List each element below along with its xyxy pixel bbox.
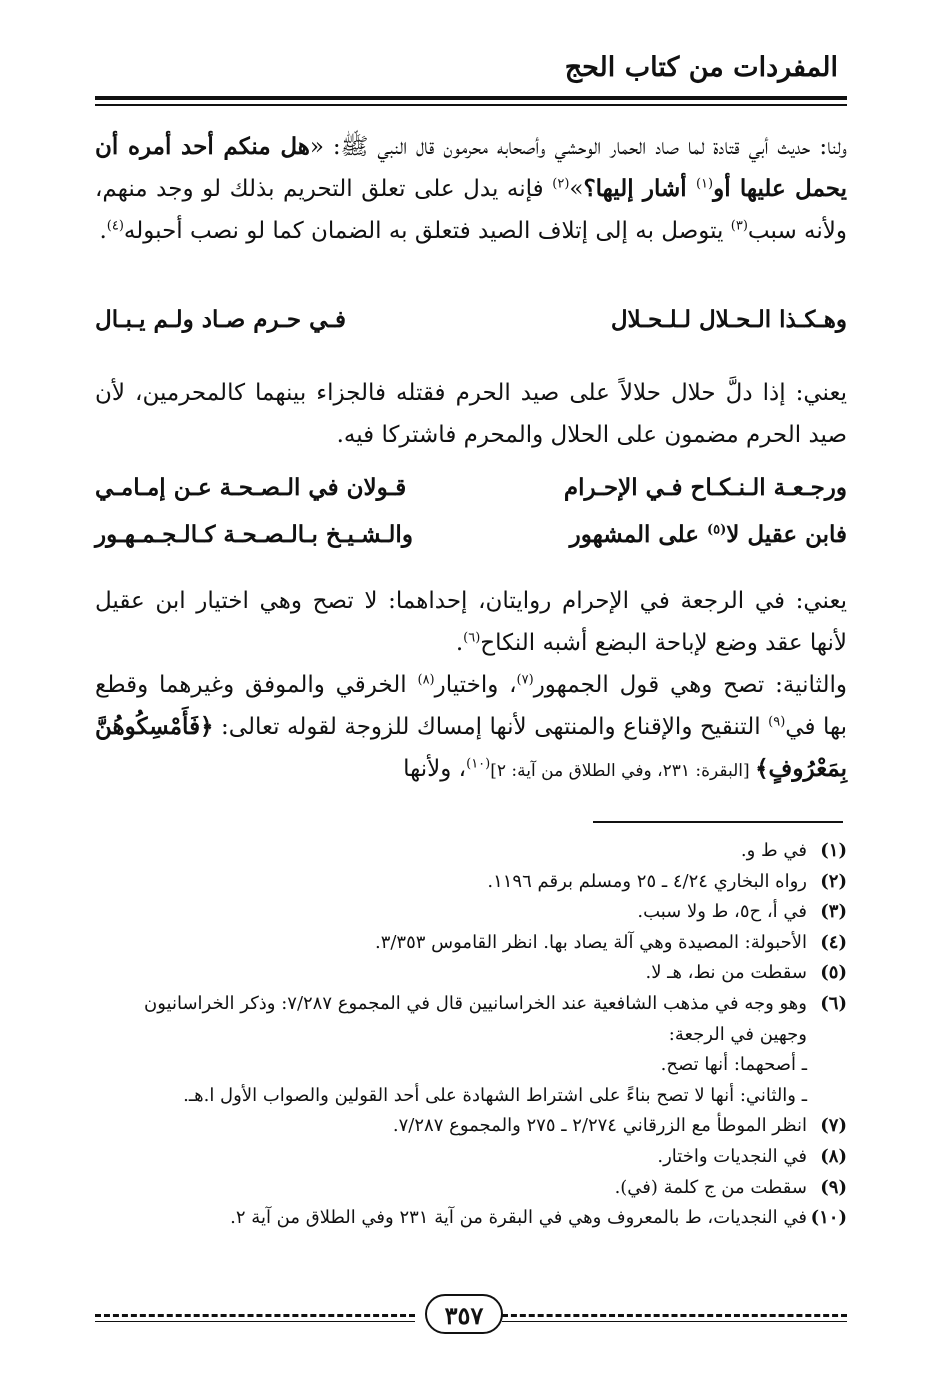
paragraph-hadith	[95, 126, 881, 252]
verse-3-first-hemistich	[570, 521, 847, 548]
footnote-separator	[593, 821, 843, 823]
footnote-number: (٥)	[820, 962, 847, 984]
p1-quote-mark: »	[569, 176, 584, 202]
footnote-5	[95, 958, 847, 989]
footnote-text: ـ أصحهما: أنها تصح.	[660, 1054, 807, 1076]
p1-text-2: فإنه يدل على تعلق التحريم بذلك لو وجد منهم، ولأنه سبب	[95, 176, 847, 244]
footnote-text: في النجديات، ط بالمعروف وهي في البقرة من آية ٢٣١ وفي الطلاق من آية ٢.	[230, 1207, 807, 1229]
footnote-number: (٢)	[820, 870, 847, 892]
footnote-number: (٤)	[820, 931, 847, 953]
p1-text-1: ولنا: حديث أبي قتادة لما صاد الحمار الوحشي وأصحابه محرمون قال النبي ﷺ: «	[309, 134, 847, 160]
p4-text-4: التنقيح والإقناع والمنتهى لأنها إمساك للزوجة لقوله تعالى:	[213, 714, 769, 740]
footnote-ref-1[interactable]: (١)	[695, 176, 714, 192]
footnote-10	[95, 1203, 847, 1234]
paragraph-explanation-1: يعني: إذا دلَّ حلال حلالاً على صيد الحرم فقتله فالجزاء بينهما كالمحرمين، لأن صيد الحرم مضمون على الحلال والمحرم فاشتركا فيه.	[95, 380, 847, 448]
footnote-ref-2[interactable]: (٢)	[552, 176, 570, 192]
verse-1-first-hemistich: وهـكـذا الـحـلال لـلـحـلال	[610, 306, 847, 333]
footnote-ref-10[interactable]: (١٠)	[466, 756, 491, 772]
p3-text-2: .	[455, 630, 464, 656]
quran-quote: ﴿فَأَمْسِكُوهُنَّ بِمَعْرُوفٍ﴾	[95, 713, 847, 782]
footnote-text: في ط و.	[740, 840, 807, 861]
footnote-ref-4[interactable]: (٤)	[106, 218, 124, 234]
footnote-number: (٨)	[820, 1145, 847, 1167]
footnote-ref-7[interactable]: (٧)	[516, 672, 534, 688]
footnote-number: (٦)	[820, 992, 847, 1014]
hadith-quote: هل منكم أحد أمره أن يحمل عليها أو	[95, 133, 847, 202]
footnote-1	[95, 836, 847, 867]
verse-2-second-hemistich: قـولان في الـصـحـة عـن إمـامـي	[95, 474, 407, 501]
header-rule-thick	[95, 96, 847, 100]
verse-3-part-b: على المشهور	[569, 521, 707, 548]
footnote-ref-9[interactable]: (٩)	[768, 714, 786, 730]
footer-dash-left	[95, 1314, 415, 1317]
footnote-4	[95, 928, 847, 959]
footnote-text: رواه البخاري ٤/٢٤ ـ ٢٥ ومسلم برقم ١١٩٦.	[487, 870, 807, 892]
p4-text-3: الخرقي والموفق وغيرهما وقطع بها في	[95, 672, 847, 740]
p4-text-1: والثانية: تصح وهي قول الجمهور	[533, 672, 847, 698]
header-rule-thin	[95, 104, 847, 106]
footnote-7	[95, 1111, 847, 1142]
footnote-text: انظر الموطأ مع الزرقاني ٢/٢٧٤ ـ ٢٧٥ والمجموع ٧/٢٨٧.	[392, 1115, 807, 1137]
footnote-ref-5[interactable]: (٥)	[706, 522, 727, 538]
verse-1-second-hemistich: فـي حـرم صـاد ولـم يـبـال	[95, 306, 347, 333]
footnote-3	[95, 897, 847, 928]
quran-reference: [البقرة: ٢٣١، وفي الطلاق من آية: ٢]	[490, 761, 756, 781]
verse-3-part-a: فابن عقيل لا	[726, 521, 847, 548]
p1-text-3: يتوصل به إلى إتلاف الصيد فتعلق به الضمان كما لو نصب أحبوله	[123, 218, 731, 244]
footnote-text: في أ، ح٥، ط ولا سبب.	[637, 901, 807, 923]
verse-line-3	[95, 521, 847, 561]
footnote-number: (٩)	[820, 1176, 847, 1198]
footnote-6-item-a	[95, 1050, 847, 1081]
p4-text-5: ، ولأنها	[403, 756, 467, 782]
verse-line-2	[95, 474, 847, 514]
footnote-9	[95, 1173, 847, 1204]
p3-text-1: يعني: في الرجعة في الإحرام روايتان، إحداهما: لا تصح وهي اختيار ابن عقيل لأنها عقد وضع لإباحة البضع أشبه النكاح	[95, 588, 847, 656]
footnote-number: (٧)	[820, 1115, 847, 1137]
paragraph-explanation-3	[95, 664, 881, 792]
footnote-text: سقطت من ج كلمة (في).	[614, 1176, 807, 1198]
paragraph-explanation-2	[95, 580, 881, 664]
footnote-6	[95, 989, 847, 1050]
footnote-text: وهو وجه في مذهب الشافعية عند الخراسانيين قال في المجموع ٧/٢٨٧: وذكر الخراسانيون وجهين في الرجعة:	[144, 992, 807, 1045]
footnote-text: سقطت من نط، هـ لا.	[645, 962, 807, 984]
page-footer-ornament	[95, 1294, 847, 1338]
footnote-number: (١)	[820, 840, 847, 861]
footnote-ref-3[interactable]: (٣)	[730, 218, 748, 234]
hadith-quote-end: أشار إليها؟	[583, 175, 696, 202]
footnotes	[95, 836, 847, 1234]
page-number: ٣٥٧	[425, 1294, 503, 1334]
verse-2-first-hemistich: ورجـعـة الـنـكـاح فـي الإحـرام	[563, 474, 847, 501]
footer-line-left	[95, 1321, 415, 1322]
p1-text-4: .	[99, 218, 107, 244]
footnote-ref-6[interactable]: (٦)	[463, 630, 481, 646]
footer-dash-right	[502, 1314, 847, 1317]
footnote-8	[95, 1142, 847, 1173]
footnote-text: الأحبولة: المصيدة وهي آلة يصاد بها. انظر القاموس ٣/٣٥٣.	[374, 931, 807, 953]
footnote-text: ـ والثاني: أنها لا تصح بناءً على اشتراط الشهادة على أحد القولين والصواب الأول ا.هـ.	[183, 1084, 807, 1106]
footnote-number: (٣)	[820, 901, 847, 923]
footer-line-right	[502, 1321, 847, 1322]
footnote-text: في النجديات واختار.	[657, 1145, 807, 1167]
running-title: المفردات من كتاب الحج	[564, 52, 838, 83]
footnote-number: (١٠)	[810, 1207, 847, 1229]
footnote-ref-8[interactable]: (٨)	[417, 672, 435, 688]
verse-3-second-hemistich: والـشـيـخ بـالـصـحـة كـالـجـمـهـور	[95, 521, 413, 548]
footnote-6-item-b	[95, 1081, 847, 1112]
footnote-2	[95, 867, 847, 898]
p4-text-2: ، واختيار	[434, 672, 517, 698]
verse-line-1	[95, 306, 847, 346]
